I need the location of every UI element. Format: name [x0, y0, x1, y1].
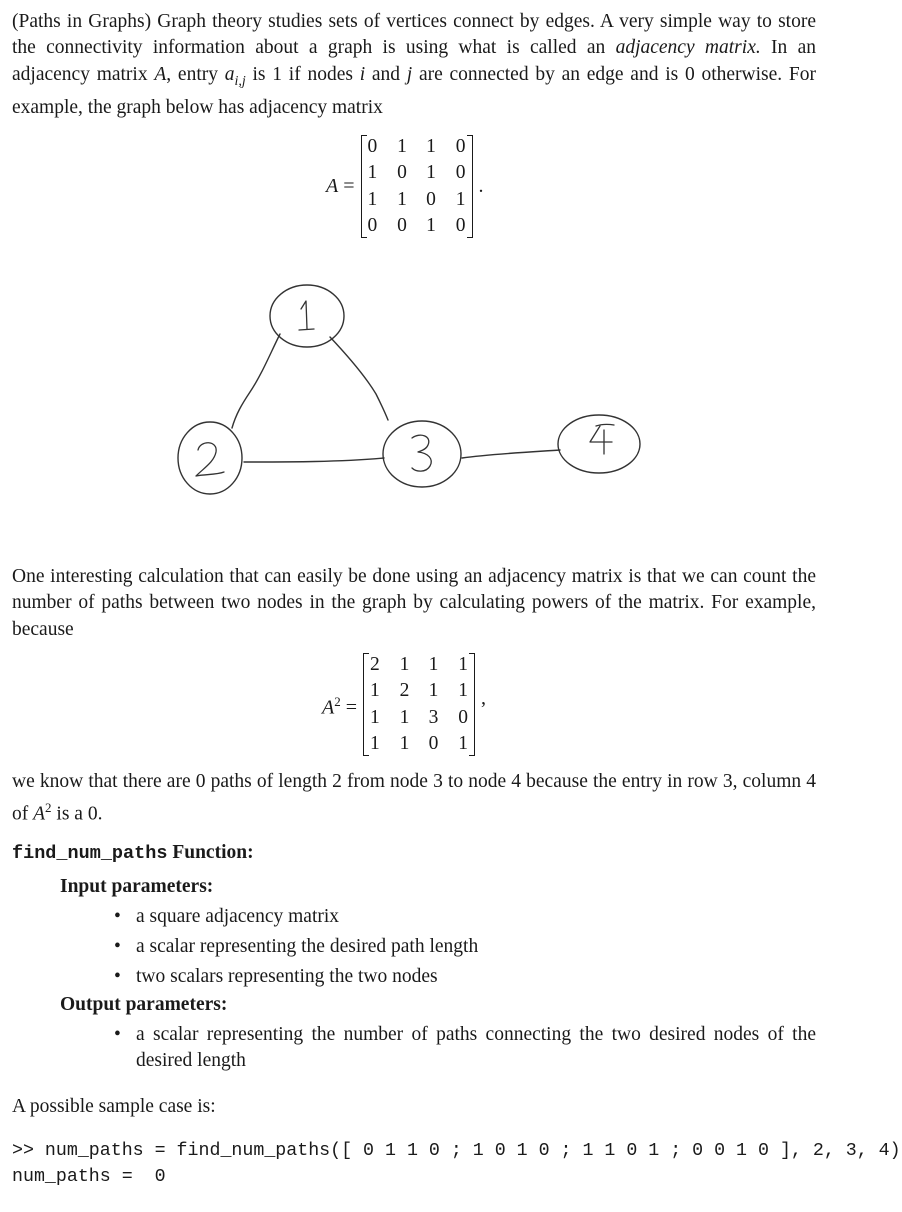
- matrix-A2-symbol: A: [322, 696, 335, 719]
- matrix-A-row: [364, 134, 470, 160]
- matrix-A-cell: 1: [455, 188, 466, 210]
- input-parameters-list: [112, 904, 816, 993]
- edge-1-2: [232, 334, 280, 428]
- matrix-A-cell: 1: [426, 136, 436, 157]
- output-parameters-heading: Output parameters:: [60, 994, 228, 1015]
- entry-subscript: i,j: [234, 73, 246, 89]
- matrix-A-label: [326, 173, 355, 199]
- intro-tail: are connected by an edge and is 0 otherwise. For example, the graph below has adjacency matrix: [12, 63, 816, 118]
- node-2-circle: [178, 422, 242, 494]
- matrix-A2-cell: 1: [428, 654, 439, 675]
- matrix-A2-row: [366, 652, 472, 678]
- code-line-2: num_paths = 0: [12, 1167, 166, 1187]
- matrix-A2-cell: 1: [458, 680, 468, 702]
- entry-a: a: [224, 63, 235, 85]
- matrix-A2-cell: 1: [370, 680, 380, 702]
- matrix-A2-exponent: 2: [334, 693, 341, 709]
- matrix-A-cell: 0: [367, 214, 378, 236]
- matrix-A-cell: 0: [397, 162, 407, 184]
- edge-1-3: [330, 337, 388, 420]
- matrix-A-row: [364, 160, 470, 186]
- intro-paragraph: [12, 9, 816, 121]
- input-parameter-item: • a scalar representing the desired path length: [112, 934, 816, 960]
- matrix-A2: [366, 652, 472, 757]
- matrix-A2-cell: 1: [370, 732, 380, 754]
- intro-mid3: is 1 if nodes: [245, 63, 360, 85]
- matrix-A2-cell: 3: [428, 706, 439, 728]
- input-parameter-item: • a square adjacency matrix: [112, 904, 816, 930]
- output-parameters-list: [112, 1022, 816, 1078]
- function-heading-suffix: Function:: [167, 842, 254, 863]
- matrix-A-cell: 1: [397, 188, 407, 210]
- output-parameter-item: • a scalar representing the number of paths connecting the two desired nodes of the desired length: [112, 1022, 816, 1075]
- function-heading: [12, 840, 254, 867]
- matrix-A-cell: 1: [426, 214, 436, 236]
- matrix-A-row: [364, 187, 470, 213]
- matrix-A2-cell: 1: [458, 732, 468, 754]
- matrix-A2-cell: 2: [399, 680, 410, 702]
- conclusion-lead: we know that there are 0 paths of length 2 from node 3 to node 4 because the entry in row 3, column 4 of: [12, 771, 816, 825]
- node-3-circle: [383, 421, 461, 487]
- intro-lead: (Paths in Graphs) Graph theory studies sets of vertices connect by edges. A very simple way to store the connectivity information about a graph is using what is called an: [12, 11, 816, 59]
- edge-3-4: [462, 450, 560, 458]
- matrix-A2-cell: 1: [399, 732, 410, 754]
- matrix-A2-comma: ,: [481, 687, 486, 710]
- matrix-A2-bracket: [363, 652, 475, 757]
- matrix-A-cell: 0: [455, 214, 466, 236]
- matrix-A2-cell: 2: [370, 654, 380, 675]
- matrix-A-equation: [326, 134, 484, 239]
- edge-2-3: [244, 458, 384, 462]
- matrix-A-cell: 1: [367, 162, 378, 184]
- matrix-A-bracket: [361, 134, 473, 239]
- matrix-A2-cell: 1: [428, 680, 439, 702]
- matrix-A2-cell: 1: [399, 706, 410, 728]
- matrix-A-cell: 1: [397, 136, 407, 157]
- matrix-A-cell: 0: [426, 188, 436, 210]
- var-A: A: [154, 63, 167, 85]
- matrix-A2-cell: 1: [458, 654, 468, 675]
- var-j: j: [406, 63, 413, 85]
- conclusion-tail: is a 0.: [51, 803, 103, 825]
- conclusion-exponent: 2: [45, 800, 52, 816]
- paths-paragraph: One interesting calculation that can easily be done using an adjacency matrix is that we can count the number of paths between two nodes in the graph by calculating powers of the matrix. For example, because: [12, 566, 816, 640]
- conclusion-paragraph: [12, 769, 816, 828]
- matrix-A-cell: 0: [455, 136, 466, 157]
- node-4-circle: [558, 415, 640, 473]
- var-i: i: [359, 63, 366, 85]
- intro-mid4: and: [365, 63, 407, 85]
- matrix-A2-equation: [322, 652, 486, 757]
- matrix-A2-row: [366, 705, 472, 731]
- input-parameters-heading: Input parameters:: [60, 876, 214, 897]
- input-parameter-item: • two scalars representing the two nodes: [112, 964, 816, 990]
- matrix-A-cell: 0: [397, 214, 407, 236]
- code-line-1: >> num_paths = find_num_paths([ 0 1 1 0 ; 1 0 1 0 ; 1 1 0 1 ; 0 0 1 0 ], 2, 3, 4): [12, 1141, 901, 1161]
- matrix-A2-cell: 0: [458, 706, 468, 728]
- matrix-A2-cell: 1: [399, 654, 410, 675]
- matrix-A-symbol: A: [326, 175, 339, 198]
- graph-drawing: [170, 282, 650, 502]
- matrix-A2-label: [322, 689, 357, 721]
- matrix-A-row: [364, 213, 470, 239]
- matrix-A2-row: [366, 731, 472, 757]
- node-2-label: [196, 443, 224, 476]
- matrix-A2-cell: 1: [370, 706, 380, 728]
- matrix-A: [364, 134, 470, 239]
- matrix-A-equals: =: [338, 175, 355, 198]
- function-name: find_num_paths: [12, 843, 168, 864]
- matrix-A-cell: 0: [455, 162, 466, 184]
- node-4-label: [590, 424, 614, 454]
- node-3-label: [412, 435, 431, 471]
- matrix-A2-row: [366, 678, 472, 704]
- matrix-A2-cell: 0: [428, 732, 439, 754]
- matrix-A2-equals: =: [340, 696, 357, 719]
- intro-mid2: , entry: [166, 63, 225, 85]
- intro-mid: In an adjacency matrix: [12, 37, 816, 85]
- matrix-A-cell: 1: [426, 162, 436, 184]
- adjacency-matrix-term: adjacency matrix.: [615, 37, 761, 59]
- matrix-A-cell: 0: [367, 136, 378, 157]
- sample-intro: A possible sample case is:: [12, 1096, 216, 1117]
- matrix-A-cell: 1: [367, 188, 378, 210]
- node-1-label: [299, 301, 314, 330]
- conclusion-var-A: A: [33, 803, 46, 825]
- matrix-A-period: .: [478, 175, 484, 198]
